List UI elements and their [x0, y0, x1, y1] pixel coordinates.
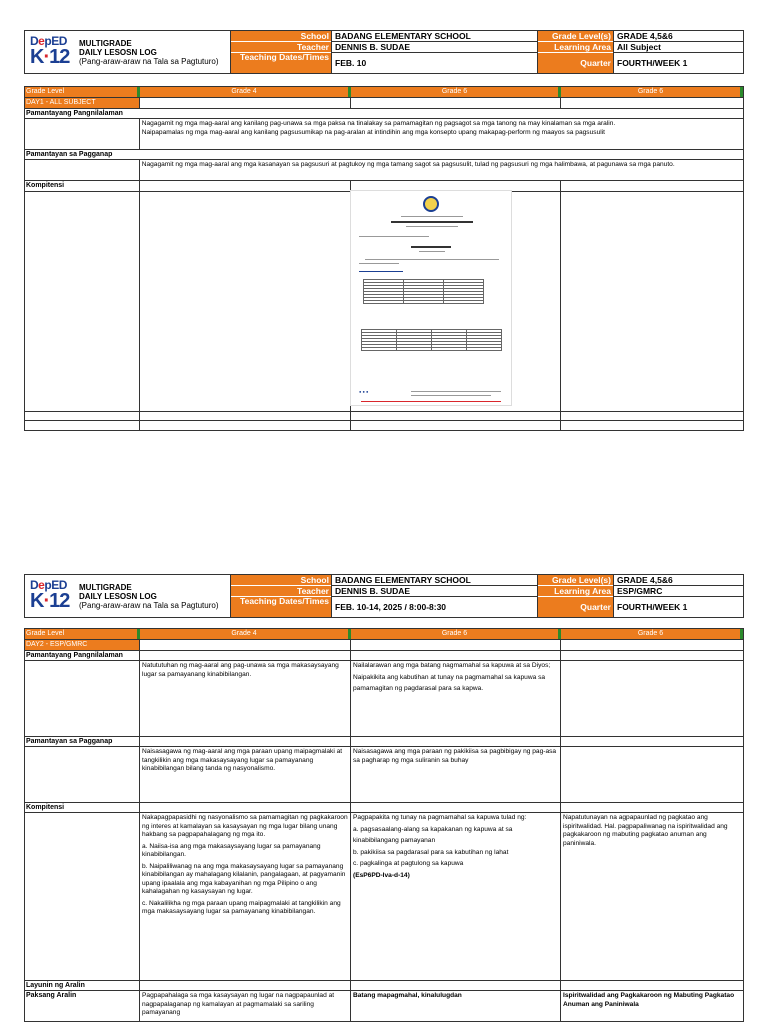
- col-grade-level: Grade Level: [25, 629, 140, 639]
- grade4-text: Pagpapahalaga sa mga kasaysayan ng lugar na nagpapaunlad at nagpapalaganap ng kamalayan at pagmamalaki sa sariling pamayanang: [140, 991, 351, 1021]
- school-label: School: [231, 31, 331, 42]
- grade-label: Grade Level(s): [538, 31, 613, 42]
- grade-value: GRADE 4,5&6: [614, 31, 743, 42]
- lesson-log-page-1: [24, 30, 744, 394]
- section-label: Paksang Aralin: [25, 991, 140, 1021]
- section-label: Kompitensi: [25, 181, 140, 191]
- column-header-row: [25, 87, 743, 98]
- advisory-memo-image: [350, 190, 512, 406]
- dates-label: Teaching Dates/Times: [240, 596, 329, 606]
- memo-table-2: [361, 329, 502, 351]
- grade4-text: Nakapagpapasidhi ng nasyonalismo sa pamamagitan ng pagkakaroon ng interes at kamalayan sa kasaysayan ng mga lugar bilang unang hakbang sa pagpapahalagang ng mga ito. a. Naiisa-isa ang mga makasaysayang lugar sa pamayanang kinabibilangan. b. Naipaliliwanag na ang mga makasaysayang lugar sa pamayanang kinabibilangan ay mahalagang kilalanin, pangalagaan, at pagyamanin upang ipaalala ang mga kabayanihan ng mga Pilipino o ang kahalagahan ng kasaysayan ng lugar. c. Nakalilikha ng mga paraan upang maipagmalaki at tangkilikin ang mga makasaysayang lugar sa pamayanang kinabibilangan.: [140, 813, 351, 980]
- section-text: Nagagamit ng mga mag-aaral ang mga kasanayan sa pagsusuri at pagtukoy ng mga tamang sagot sa pagsusulit, tulad ng pagsusuri ng mga halimbawa, at pagunawa sa mga panuto.: [141, 161, 675, 168]
- school-value: BADANG ELEMENTARY SCHOOL: [332, 575, 537, 586]
- grade-label: Grade Level(s): [538, 575, 613, 586]
- section-text: Nagagamit ng mga mag-aaral ang kanilang pag-unawa sa mga paksa na tinalakay sa pamamagitan ng pagsagot sa mga tanong na may kinalaman sa mga aralin. Naipapamalas ng mga mag-aaral ang kanilang pagsusumikap na pag-aralan at intindihin ang mga konsepto upang makapag-perform ng maayos sa pagsusulit: [141, 120, 616, 136]
- area-label: Learning Area: [538, 42, 613, 53]
- title-line-3: (Pang-araw-araw na Tala sa Pagtuturo): [79, 600, 219, 610]
- day-label: DAY2 - ESP/GMRC: [25, 640, 140, 650]
- grade6-text: Naisasagawa ang mga paraan ng pakikiisa sa pagbibigay ng pag-asa sa pagharap ng mga suliranin sa buhay: [351, 747, 561, 802]
- col-grade-6b: Grade 6: [561, 629, 743, 639]
- section-label: Pamantayan sa Pagganap: [25, 737, 140, 746]
- header-title-block: [25, 31, 231, 73]
- deped-seal-icon: [423, 196, 439, 212]
- section-label: Pamantayang Pangnilalaman: [26, 110, 123, 117]
- header: [24, 30, 744, 74]
- teacher-value: DENNIS B. SUDAE: [332, 586, 537, 597]
- title-line-2: DAILY LESOSN LOG: [79, 47, 157, 57]
- quarter-label: Quarter: [580, 58, 611, 68]
- col-grade-6a: Grade 6: [351, 629, 561, 639]
- section-label: Layunin ng Aralin: [25, 981, 140, 990]
- section-label: Pamantayang Pangnilalaman: [25, 651, 140, 660]
- title-line-1: MULTIGRADE: [79, 38, 132, 48]
- school-label: School: [231, 575, 331, 586]
- grade6b-text: Napatutunayan na agpapaunlad ng pagkatao ang ispiritwalidad. Hal. pagpapaliwanag na ispiritwalidad ang pagkakaroon ng mabuting pagkatao anuman ang paniniwala.: [563, 814, 728, 847]
- header: [24, 574, 744, 618]
- teacher-label: Teacher: [231, 42, 331, 53]
- grade6b-text: Ispiritwalidad ang Pagkakaroon ng Mabuting Pagkatao Anuman ang Paniniwala: [563, 992, 735, 1008]
- grade6-text: Nailalarawan ang mga batang nagmamahal sa kapuwa at sa Diyos; Naipakikita ang kabutihan at tunay na pagmamahal sa kapuwa sa pamamagitan ng pagdarasal para sa kapwa.: [351, 661, 561, 736]
- day-row: [25, 98, 743, 109]
- col-grade-6a: Grade 6: [351, 87, 561, 97]
- col-grade-level: Grade Level: [25, 87, 140, 97]
- area-value: All Subject: [614, 42, 743, 53]
- quarter-value: FOURTH/WEEK 1: [617, 58, 688, 68]
- title-line-3: (Pang-araw-araw na Tala sa Pagtuturo): [79, 56, 219, 66]
- teacher-value: DENNIS B. SUDAE: [332, 42, 537, 53]
- col-grade-6b: Grade 6: [561, 87, 743, 97]
- day-label: DAY1 - ALL SUBJECT: [25, 98, 140, 108]
- header-title-block: [25, 575, 231, 617]
- column-header-row: [25, 629, 743, 640]
- day-row: [25, 640, 743, 651]
- teacher-label: Teacher: [231, 586, 331, 597]
- school-value: BADANG ELEMENTARY SCHOOL: [332, 31, 537, 42]
- memo-table-1: [363, 279, 484, 304]
- grade4-text: Naisasagawa ng mag-aaral ang mga paraan upang maipagmalaki at tangkilikin ang mga makasaysayang lugar sa pamayanang kinabibilangan bilang tanda ng nasyonalismo.: [140, 747, 351, 802]
- memo-footer-logos: ● ● ●: [359, 389, 369, 394]
- dates-label: Teaching Dates/Times: [240, 52, 329, 62]
- col-grade-4: Grade 4: [140, 87, 351, 97]
- grade4-text: Natututuhan ng mag-aaral ang pag-unawa sa mga makasaysayang lugar sa pamayanang kinabibilangan.: [140, 661, 351, 736]
- quarter-value: FOURTH/WEEK 1: [617, 602, 688, 612]
- dates-value: FEB. 10-14, 2025 / 8:00-8:30: [335, 602, 447, 612]
- grade6-text: Batang mapagmahal, kinalulugdan: [351, 991, 561, 1021]
- section-label: Pamantayan sa Pagganap: [26, 151, 113, 158]
- quarter-label: Quarter: [580, 602, 611, 612]
- dates-value: FEB. 10: [335, 58, 367, 68]
- title-line-1: MULTIGRADE: [79, 582, 132, 592]
- grade6-text: Pagpapakita ng tunay na pagmamahal sa kapuwa tulad ng: a. pagsasaalang-alang sa kapakanan ng kapuwa at sa kinabibilangang pamayanan b. pakikiisa sa pagdarasal para sa kabutihan ng lahat c. pagkalinga at pagtulong sa kapuwa (EsP6PD-Iva-d-14): [351, 813, 561, 980]
- area-label: Learning Area: [538, 586, 613, 597]
- lesson-log-page-2: [24, 574, 744, 1016]
- lesson-table: [24, 628, 744, 1022]
- title-line-2: DAILY LESOSN LOG: [79, 591, 157, 601]
- section-label: Kompitensi: [25, 803, 140, 812]
- grade-value: GRADE 4,5&6: [614, 575, 743, 586]
- area-value: ESP/GMRC: [614, 586, 743, 597]
- col-grade-4: Grade 4: [140, 629, 351, 639]
- deped-k12-logo: DepED K·12: [30, 578, 70, 612]
- deped-k12-logo: DepED K·12: [30, 34, 70, 68]
